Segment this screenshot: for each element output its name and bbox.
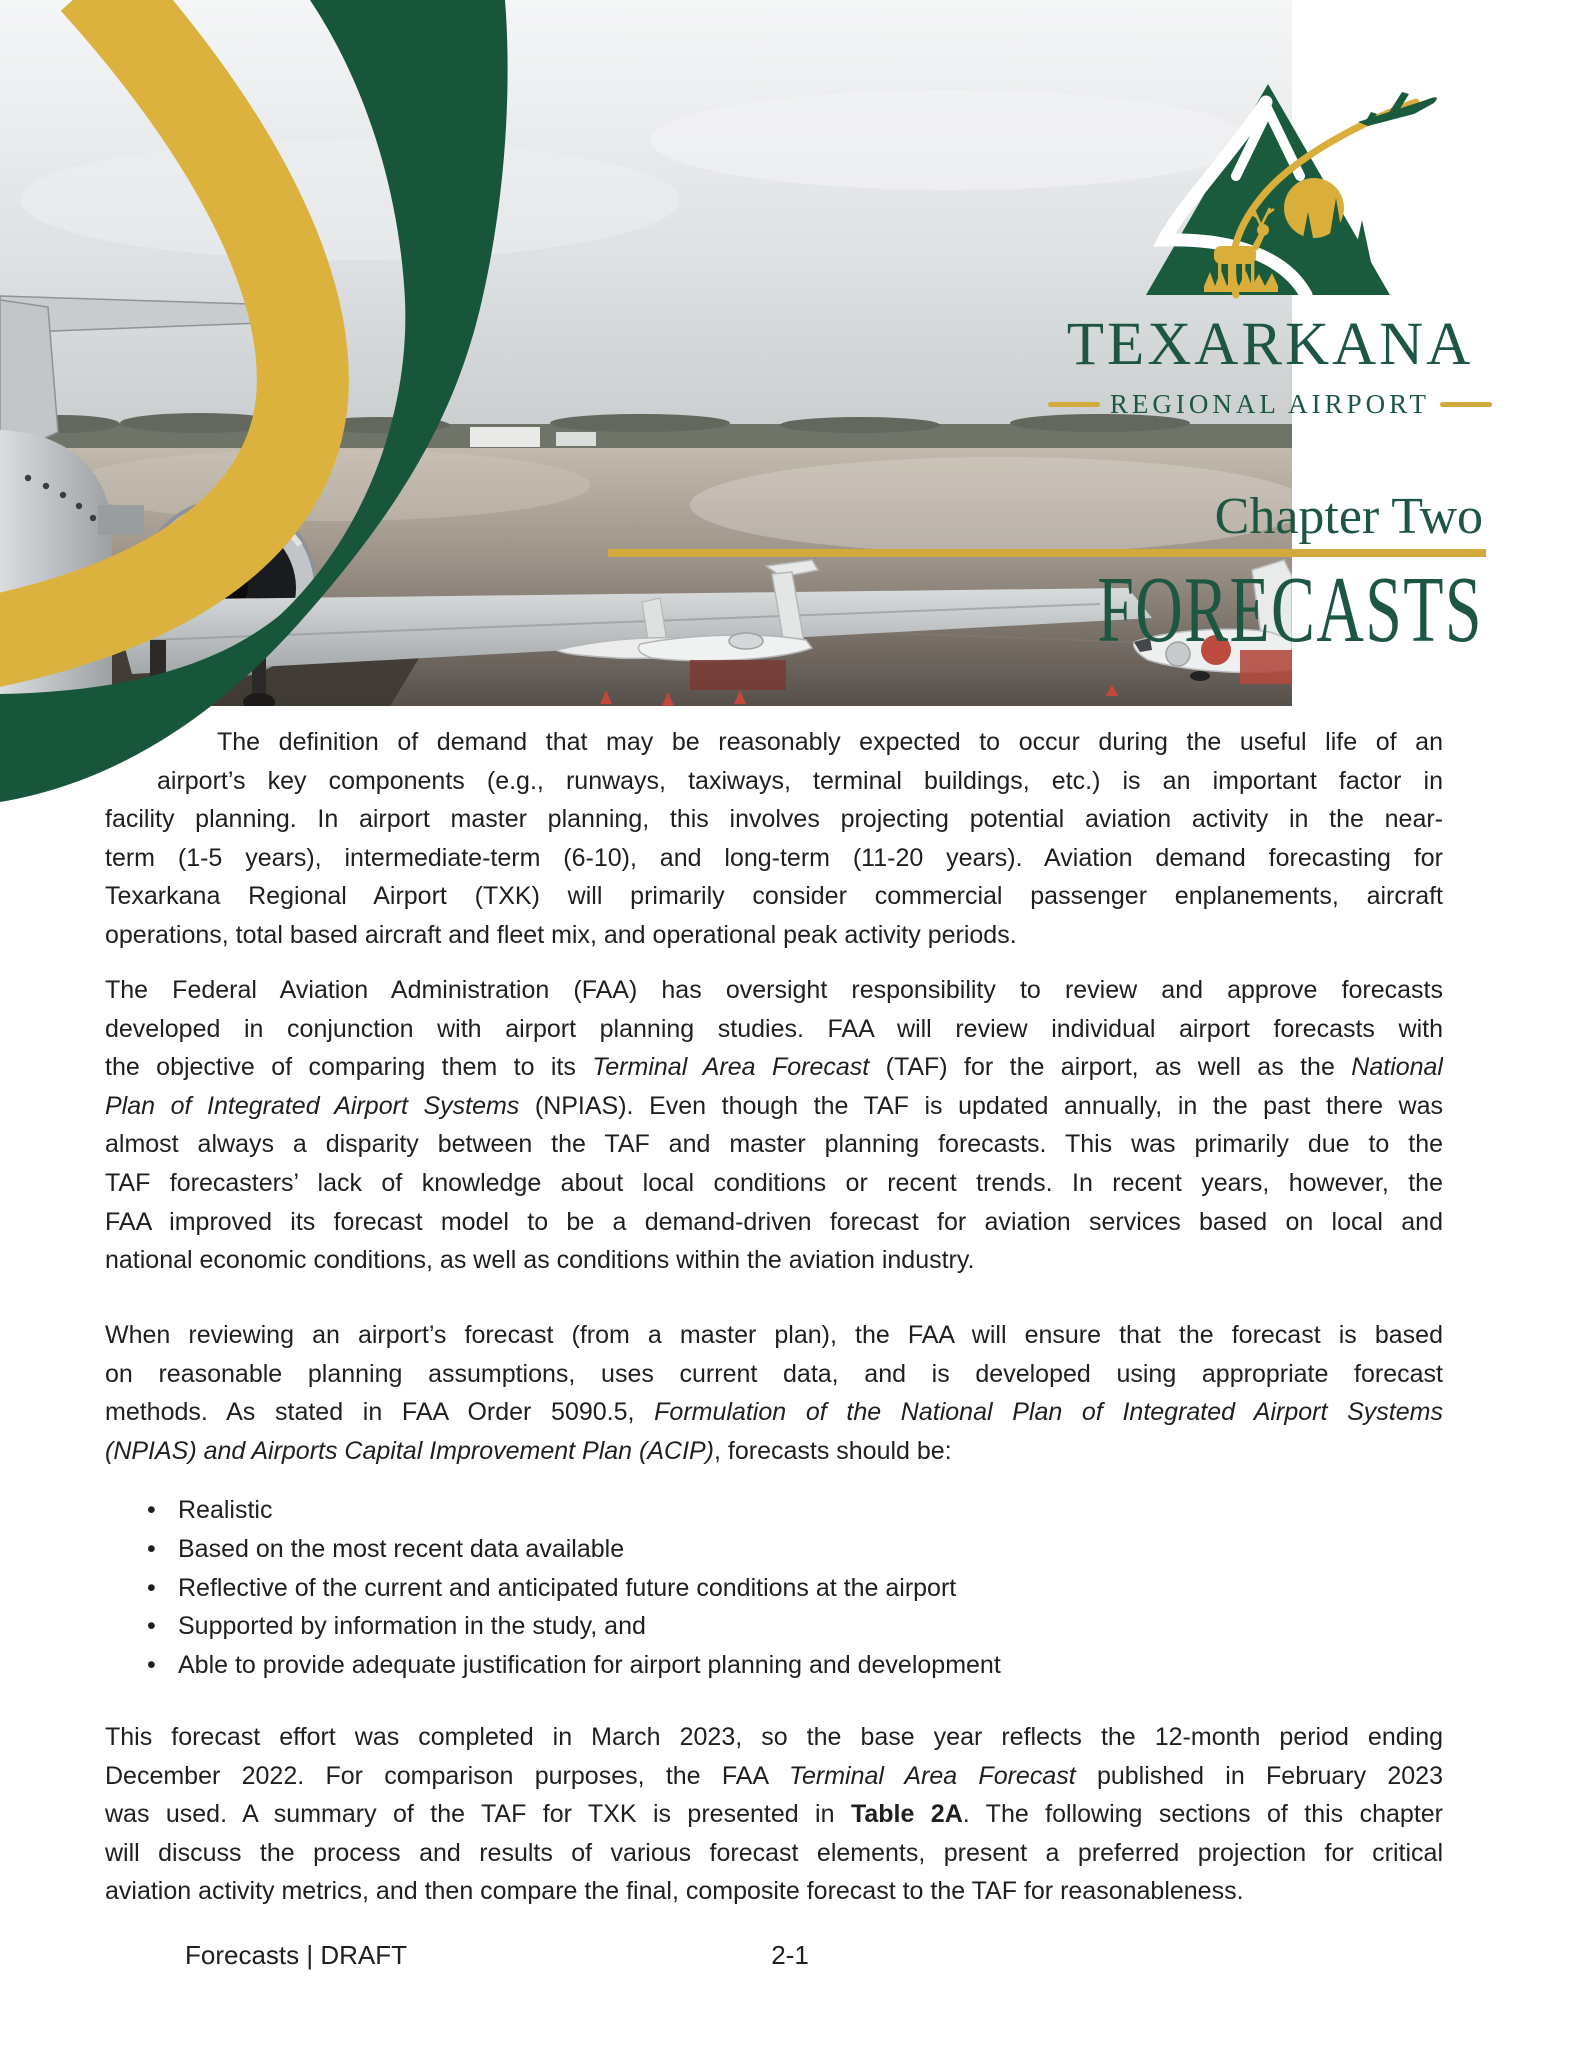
body-line: When reviewing an airport’s forecast (from a master plan), the FAA will ensure that the forecast is based [105, 1321, 1443, 1349]
bullet-dot-icon: • [147, 1534, 156, 1563]
logo-left-dash [1048, 402, 1100, 407]
body-line: December 2022. For comparison purposes, the FAA Terminal Area Forecast published in February 2023 [105, 1761, 1443, 1790]
footer-page-number: 2-1 [771, 1940, 809, 1970]
airport-logo-emblem [1118, 66, 1458, 312]
logo-airplane-icon [1358, 92, 1437, 126]
logo-subtitle: REGIONAL AIRPORT [1109, 389, 1431, 419]
chapter-label: Chapter Two [1214, 488, 1483, 545]
body-line: The Federal Aviation Administration (FAA) has oversight responsibility to review and approve forecasts [105, 976, 1443, 1004]
bullet-dot-icon: • [147, 1573, 156, 1602]
body-line: aviation activity metrics, and then compare the final, composite forecast to the TAF for reasonableness. [105, 1877, 1244, 1906]
body-line: on reasonable planning assumptions, uses current data, and is developed using appropriate forecast [105, 1359, 1443, 1388]
footer-label: Forecasts | DRAFT [185, 1940, 408, 1970]
maintenance-stand [690, 660, 786, 690]
bullet-dot-icon: • [147, 1496, 156, 1524]
bullet-text: Based on the most recent data available [178, 1534, 625, 1563]
photo-hangar [470, 427, 540, 447]
bullet-item [105, 1607, 1443, 1646]
bullet-text: Realistic [178, 1496, 273, 1524]
bullet-dot-icon: • [147, 1612, 156, 1641]
airport-logo-text [1040, 310, 1500, 420]
body-line: national economic conditions, as well as conditions within the aviation industry. [105, 1246, 975, 1275]
logo-airport-name: TEXARKANA [1066, 311, 1474, 378]
body-line: term (1-5 years), intermediate-term (6-10), and long-term (11-20 years). Aviation demand forecasting for [105, 843, 1443, 872]
body-line: the objective of comparing them to its Terminal Area Forecast (TAF) for the airport, as well as the National [105, 1053, 1443, 1082]
bullet-dot-icon: • [147, 1651, 156, 1680]
body-line: This forecast effort was completed in March 2023, so the base year reflects the 12-month period ending [105, 1723, 1443, 1751]
body-line: almost always a disparity between the TAF and master planning forecasts. This was primarily due to the [105, 1130, 1443, 1159]
body-line: methods. As stated in FAA Order 5090.5, Formulation of the National Plan of Integrated Airport Systems [105, 1398, 1443, 1427]
logo-right-dash [1440, 402, 1492, 407]
body-line: facility planning. In airport master planning, this involves projecting potential aviation activity in the near- [105, 805, 1443, 834]
body-line: operations, total based aircraft and fleet mix, and operational peak activity periods. [105, 920, 1017, 949]
body-line: (NPIAS) and Airports Capital Improvement Plan (ACIP), forecasts should be: [105, 1436, 952, 1465]
bullet-item [105, 1646, 1443, 1685]
page-title: FORECASTS [1097, 558, 1483, 662]
bullet-text: Supported by information in the study, and [178, 1612, 646, 1641]
paragraph [105, 1718, 1443, 1911]
bullet-text: Reflective of the current and anticipated future conditions at the airport [178, 1573, 957, 1602]
bullet-item [105, 1569, 1443, 1608]
body-line: FAA improved its forecast model to be a demand-driven forecast for aviation services based on local and [105, 1207, 1443, 1236]
paragraph [105, 1316, 1443, 1470]
body-line: Texarkana Regional Airport (TXK) will primarily consider commercial passenger enplanements, aircraft [105, 882, 1443, 911]
body-line: TAF forecasters’ lack of knowledge about local conditions or recent trends. In recent years, however, the [105, 1168, 1443, 1197]
body-line: The definition of demand that may be reasonably expected to occur during the useful life of an [217, 728, 1443, 756]
body-line: developed in conjunction with airport planning studies. FAA will review individual airport forecasts with [105, 1014, 1443, 1043]
bullet-text: Able to provide adequate justification for airport planning and development [178, 1651, 1001, 1680]
paragraph [105, 971, 1443, 1280]
body-line: will discuss the process and results of various forecast elements, present a preferred projection for critical [105, 1838, 1443, 1867]
bullet-item [105, 1530, 1443, 1569]
bullet-list [105, 1491, 1443, 1685]
body-line: Plan of Integrated Airport Systems (NPIAS). Even though the TAF is updated annually, in the past there was [105, 1091, 1443, 1120]
body-line: airport’s key components (e.g., runways, taxiways, terminal buildings, etc.) is an important factor in [157, 766, 1443, 795]
bullet-item [105, 1491, 1443, 1530]
paragraph [105, 723, 1443, 955]
body-line: was used. A summary of the TAF for TXK is presented in Table 2A. The following sections of this chapter [105, 1800, 1443, 1829]
